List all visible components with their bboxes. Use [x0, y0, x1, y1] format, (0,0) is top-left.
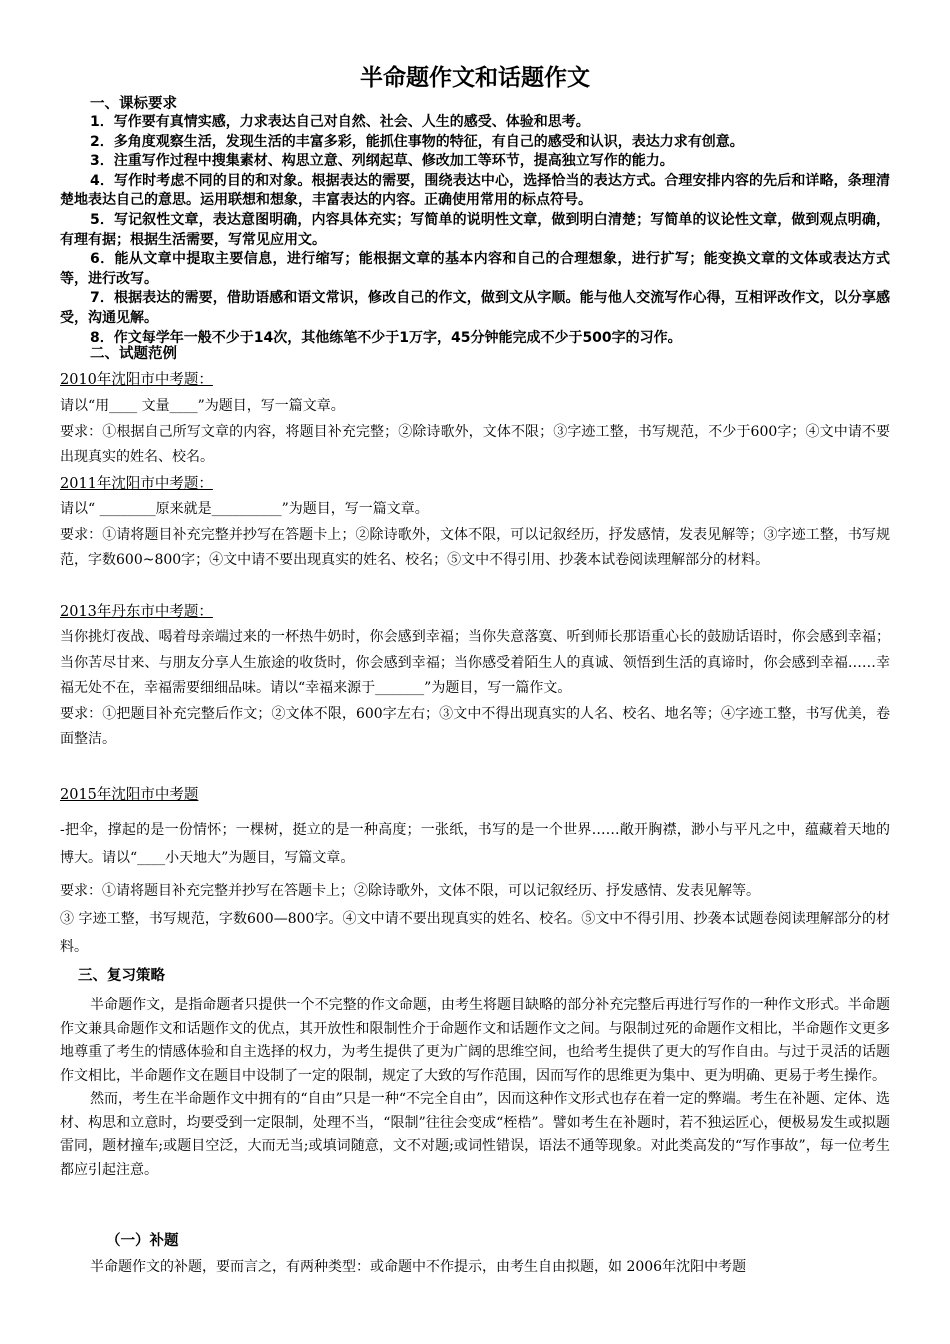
strategy-body	[60, 994, 890, 1182]
subsection-heading: （一）补题	[106, 1233, 179, 1249]
strategy-paragraph: 然而，考生在半命题作文中拥有的“自由”只是一种“不完全自由”，因而这种作文形式也存在着一定的弊端。考生在补题、定体、选材、构思和立意时，均要受到一定限制，处理不当，“限制”往往会变成“桎梏”。譬如考生在补题时，若不独运匠心，便极易发生或拟题雷同，题材撞车;或题目空泛，大而无当;或填词随意，文不对题;或词性错误，语法不通等现象。对此类高发的“写作事故”，每一位考生都应引起注意。	[60, 1091, 890, 1178]
example-line: 请以“ ________原来就是__________”为题目，写一篇文章。	[60, 501, 429, 517]
standards-item: 1．写作要有真情实感，力求表达自己对自然、社会、人生的感受、体验和思考。	[90, 114, 590, 130]
example-line: ③ 字迹工整，书写规范，字数600—800字。④文中请不要出现真实的姓名、校名。⑤文中不得引用、抄袭本试题卷阅读理解部分的材料。	[60, 911, 890, 955]
standards-item: 4．写作时考虑不同的目的和对象。根据表达的需要，围绕表达中心，选择恰当的表达方式。合理安排内容的先后和详略，条理清楚地表达自己的意思。运用联想和想象，丰富表达的内容。正确使用常用的标点符号。	[60, 172, 890, 209]
example-line: -把伞，撑起的是一份情怀；一棵树，挺立的是一种高度；一张纸，书写的是一个世界……敞开胸襟，渺小与平凡之中，蕴藏着天地的博大。请以“____小天地大”为题目，写篇文章。	[60, 822, 890, 866]
section-heading-standards: 一、课标要求	[90, 96, 177, 112]
standards-item: 7．根据表达的需要，借助语感和语文常识，修改自己的作文，做到文从字顺。能与他人交流写作心得，互相评改作文，以分享感受，沟通见解。	[60, 290, 890, 326]
standards-item: 3．注重写作过程中搜集素材、构思立意、列纲起草、修改加工等环节，提高独立写作的能力。	[90, 153, 674, 170]
standards-item: 8．作文每学年一般不少于14次，其他练笔不少于1万字，45分钟能完成不少于500字的习作。	[90, 329, 682, 346]
example-body	[60, 816, 890, 961]
example-body	[60, 394, 890, 471]
example-line: 当你挑灯夜战、喝着母亲端过来的一杯热牛奶时，你会感到幸福；当你失意落寞、听到师长那语重心长的鼓励话语时，你会感到幸福；当你苦尽甘来、与朋友分享人生旅途的收货时，你会感到幸福；当你感受着陌生人的真诚、领悟到生活的真谛时，你会感到幸福……幸福无处不在，幸福需要细细品味。请以“幸福来源于_______”为题目，写一篇作文。	[60, 629, 890, 696]
example-line: 请以“用____ 文量____”为题目，写一篇文章。	[60, 398, 345, 414]
example-body	[60, 625, 890, 753]
standards-item: 6．能从文章中提取主要信息，进行缩写；能根据文章的基本内容和自己的合理想象，进行扩写；能变换文章的文体或表达方式等，进行改写。	[60, 251, 890, 287]
standards-list	[60, 113, 890, 348]
example-line: 要求：①根据自己所写文章的内容，将题目补充完整；②除诗歌外，文体不限；③字迹工整，书写规范，不少于600字；④文中请不要出现真实的姓名、校名。	[60, 423, 890, 465]
strategy-paragraph: 半命题作文的补题，要而言之，有两种类型：或命题中不作提示，由考生自由拟题，如 2006年沈阳中考题	[90, 1259, 747, 1275]
example-heading: 2015年沈阳市中考题	[60, 787, 199, 803]
example-heading: 2013年丹东市中考题：	[60, 604, 213, 620]
section-heading-strategy: 三、复习策略	[78, 968, 165, 984]
page-title: 半命题作文和话题作文	[360, 65, 590, 91]
standards-item: 5．写记叙性文章，表达意图明确，内容具体充实；写简单的说明性文章，做到明白清楚；写简单的议论性文章，做到观点明确，有理有据；根据生活需要，写常见应用文。	[60, 211, 890, 248]
example-body	[60, 497, 890, 574]
example-heading: 2010年沈阳市中考题：	[60, 372, 213, 388]
standards-item: 2．多角度观察生活，发现生活的丰富多彩，能抓住事物的特征，有自己的感受和认识，表达力求有创意。	[90, 133, 744, 150]
example-heading: 2011年沈阳市中考题：	[60, 476, 213, 492]
example-line: 要求：①请将题目补充完整并抄写在答题卡上；②除诗歌外，文体不限，可以记叙经历，抒发感情，发表见解等；③字迹工整，书写规范，字数600~800字；④文中请不要出现真实的姓名、校名；⑤文中不得引用、抄袭本试卷阅读理解部分的材料。	[60, 526, 890, 568]
section-heading-examples: 二、试题范例	[90, 346, 177, 362]
strategy-body-continued	[60, 1256, 890, 1280]
strategy-paragraph: 半命题作文，是指命题者只提供一个不完整的作文命题，由考生将题目缺略的部分补充完整后再进行写作的一种作文形式。半命题作文兼具命题作文和话题作文的优点，其开放性和限制性介于命题作文和话题作文之间。与限制过死的命题作文相比，半命题作文更多地尊重了考生的情感体验和自主选择的权力，为考生提供了更为广阔的思维空间，也给考生提供了更大的写作自由。与过于灵活的话题作文相比，半命题作文在题目中设制了一定的限制，规定了大致的写作范围，因而写作的思维更为集中、更为明确、更易于考生操作。	[60, 997, 890, 1084]
example-line: 要求：①把题目补充完整后作文；②文体不限，600字左右；③文中不得出现真实的人名、校名、地名等；④字迹工整，书写优美，卷面整洁。	[60, 705, 890, 747]
example-line: 要求：①请将题目补充完整并抄写在答题卡上；②除诗歌外，文体不限，可以记叙经历、抒发感情、发表见解等。	[60, 883, 760, 899]
